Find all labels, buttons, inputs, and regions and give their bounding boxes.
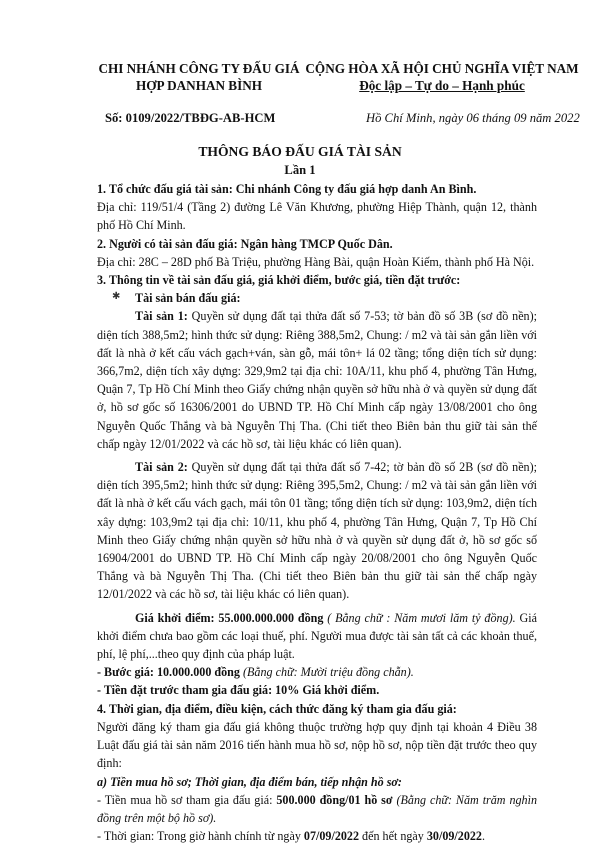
asset-1-text: Quyền sử dụng đất tại thửa đất số 7-53; tờ bản đồ số 3B (sơ đồ nền); diện tích 388,5m2; hình thức sử dụng: Riêng 388,5m2, Chung: / m2 và tài sản gắn liền với đất là nhà ở kết cấu vách gạch+ván, sàn gỗ, mái tôn+ lá 02 tầng; tổng diện tích sử dụng: 366,7m2, diện tích xây dựng: 329,9m2 tại địa chỉ: 10A/11, khu phố 4, phường Tân Hưng, Quận 7, Tp Hồ Chí Minh theo Giấy chứng nhận quyền sở hữu nhà ở và quyền sử dụng đất ở, hồ sơ gốc số 16306/2001 do UBND TP. Hồ Chí Minh cấp ngày 13/08/2001 cho ông Nguyễn Quốc Thắng và bà Nguyễn Thị Tha. (Chi tiết theo Biên bản thu giữ tài sản thế chấp ngày 12/01/2022 và các hồ sơ, tài liệu khác có liên quan). (97, 309, 537, 451)
section-4a-heading: a) Tiền mua hồ sơ; Thời gian, địa điểm bán, tiếp nhận hồ sơ: (97, 774, 402, 789)
document-date: Hồ Chí Minh, ngày 06 tháng 09 năm 2022 (366, 111, 580, 125)
asset-1-label: Tài sản 1: (135, 309, 188, 324)
section-1-heading: 1. Tổ chức đấu giá tài sản: Chi nhánh Công ty đấu giá hợp danh An Bình. (97, 182, 477, 196)
asset-1-paragraph (97, 307, 537, 453)
dossier-fee-prefix: - Tiền mua hồ sơ tham gia đấu giá: (97, 792, 277, 807)
document-title: THÔNG BÁO ĐẤU GIÁ TÀI SẢN (198, 144, 402, 159)
section-1-address: Địa chỉ: 119/51/4 (Tầng 2) đường Lê Văn Khương, phường Hiệp Thành, quận 12, thành phố Hồ Chí Minh. (97, 200, 537, 233)
time-end: . (481, 829, 485, 844)
national-header (292, 60, 592, 94)
section-3-heading: 3. Thông tin về tài sản đấu giá, giá khởi điểm, bước giá, tiền đặt trước: (97, 273, 461, 288)
starting-price-paragraph (97, 609, 537, 664)
asset-2-label: Tài sản 2: (135, 460, 188, 475)
document-number: Số: 0109/2022/TBĐG-AB-HCM (105, 111, 276, 125)
auction-round: Lần 1 (284, 163, 316, 177)
time-mid: đến hết ngày (359, 829, 427, 844)
dossier-fee-words: (Bằng chữ: Năm trăm nghìn đồng trên một bộ hồ sơ). (97, 792, 538, 825)
dossier-fee-line (97, 791, 537, 827)
starting-price-words: ( Bằng chữ : Năm mươi lăm tỷ đồng). (323, 610, 516, 625)
price-step: - Bước giá: 10.000.000 đồng (97, 665, 240, 680)
section-2-heading: 2. Người có tài sản đấu giá: Ngân hàng TMCP Quốc Dân. (97, 236, 393, 251)
asset-2-text: Quyền sử dụng đất tại thửa đất số 7-42; tờ bản đồ số 2B (sơ đồ nền); diện tích 395,5m2; hình thức sử dụng: Riêng 395,5m2, Chung: / m2 và tài sản gắn liền với đất là nhà ở kết cấu vách gạch, mái tôn 01 tầng; tổng diện tích sử dụng: 103,9m2, diện tích xây dựng: 103,9m2 tại địa chỉ: 10/11, khu phố 4, phường Tân Hưng, Quận 7, Tp Hồ Chí Minh theo Giấy chứng nhận quyền sở hữu nhà ở và quyền sử dụng đất ở, hồ sơ gốc số 16904/2001 do UBND TP. Hồ Chí Minh cấp ngày 20/08/2001 cho ông Nguyễn Quốc Thắng và bà Nguyễn Thị Tha. (Chi tiết theo Biên bản thu giữ tài sản thế chấp ngày 12/01/2022 và các hồ sơ, tài liệu khác có liên quan). (97, 460, 537, 602)
starting-price-note: Giá khởi điểm chưa bao gồm các loại thuế, phí. Người mua được tài sản tất cả các khoản thuế, phí, lệ phí,...theo quy định của pháp luật. (97, 610, 537, 662)
organization-header (84, 60, 314, 94)
nation-name: CỘNG HÒA XÃ HỘI CHỦ NGHĨA VIỆT NAM (305, 61, 579, 76)
national-motto: Độc lập – Tự do – Hạnh phúc (359, 78, 525, 93)
time-from: 07/09/2022 (303, 829, 360, 844)
org-name-line1: CHI NHÁNH CÔNG TY ĐẤU GIÁ (98, 61, 300, 76)
org-name-line2: HỢP DANHAN BÌNH (135, 78, 263, 93)
time-prefix: - Thời gian: Trong giờ hành chính từ ngày (97, 829, 304, 844)
dossier-fee-amount: 500.000 đồng/01 hồ sơ (276, 792, 393, 807)
document-body (97, 180, 537, 845)
section-4-intro: Người đăng ký tham gia đấu giá không thuộc trường hợp quy định tại khoản 4 Điều 38 Luật đấu giá tài sản năm 2016 tiến hành mua hồ sơ, nộp hồ sơ, nộp tiền đặt trước theo quy định: (97, 719, 537, 771)
assets-subheading: Tài sản bán đấu giá: (135, 291, 241, 306)
starting-price: Giá khởi điểm: 55.000.000.000 đồng (135, 610, 324, 625)
section-4-heading: 4. Thời gian, địa điểm, điều kiện, cách thức đăng ký tham gia đấu giá: (97, 701, 457, 716)
section-2-address: Địa chỉ: 28C – 28D phố Bà Triệu, phường Hàng Bài, quận Hoàn Kiếm, thành phố Hà Nội. (97, 254, 535, 269)
price-step-line (97, 663, 537, 681)
price-step-words: (Bằng chữ: Mười triệu đồng chẵn). (239, 665, 414, 680)
deposit-line: - Tiền đặt trước tham gia đấu giá: 10% Giá khởi điểm. (97, 683, 380, 698)
asset-2-paragraph (97, 458, 537, 604)
time-to: 30/09/2022 (426, 829, 482, 844)
handwritten-mark: ✱ (112, 291, 121, 302)
registration-time-line (97, 827, 537, 845)
